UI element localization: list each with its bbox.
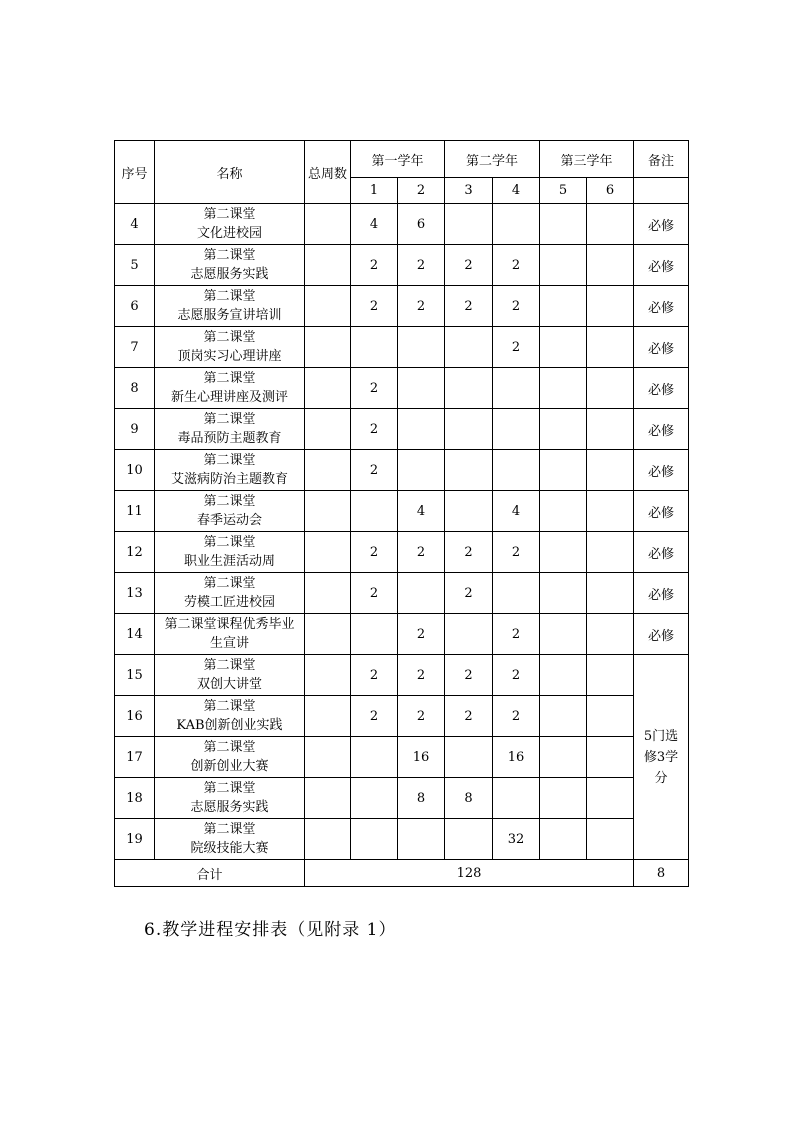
row-name-name-line2: 春季运动会: [196, 513, 262, 528]
header-term: 1: [351, 178, 398, 204]
row-seq: 4: [115, 204, 155, 245]
row-name: [155, 368, 305, 409]
row-term-t4: 2: [493, 696, 540, 737]
row-term-t4: [493, 368, 540, 409]
row-term-t2: 2: [398, 532, 445, 573]
row-term-t1: [351, 491, 398, 532]
row-remark: 必修: [634, 204, 689, 245]
header-term: 5: [540, 178, 587, 204]
row-term-t5: [540, 450, 587, 491]
header-term: 2: [398, 178, 445, 204]
row-term-t4: 2: [493, 245, 540, 286]
row-term-t5: [540, 737, 587, 778]
row-remark: 必修: [634, 491, 689, 532]
row-term-t1: [351, 819, 398, 860]
row-term-t5: [540, 327, 587, 368]
table-row: [115, 368, 689, 409]
row-term-t5: [540, 204, 587, 245]
table-row: [115, 737, 689, 778]
table-body: [115, 204, 689, 860]
row-total-weeks: [305, 368, 351, 409]
row-term-t4: 2: [493, 327, 540, 368]
table-row: [115, 450, 689, 491]
row-term-t5: [540, 491, 587, 532]
row-term-t6: [587, 696, 634, 737]
row-term-t1: 2: [351, 368, 398, 409]
row-term-t5: [540, 532, 587, 573]
row-term-t5: [540, 573, 587, 614]
row-name: [155, 778, 305, 819]
row-name-name-line2: 劳模工匠进校园: [183, 595, 275, 610]
row-term-t6: [587, 450, 634, 491]
row-name-name-line1: 第二课堂: [203, 289, 256, 304]
row-name-name-line2: 职业生涯活动周: [183, 554, 275, 569]
row-name: [155, 532, 305, 573]
row-term-t5: [540, 696, 587, 737]
row-term-t2: [398, 573, 445, 614]
row-name-name-line1: 第二课堂: [203, 494, 256, 509]
row-term-t1: 2: [351, 573, 398, 614]
elective-note: [634, 655, 689, 860]
row-remark: 必修: [634, 532, 689, 573]
row-name: [155, 409, 305, 450]
row-name-name-line1: 第二课堂: [203, 371, 256, 386]
row-name: [155, 655, 305, 696]
total-label: 合计: [115, 860, 305, 887]
header-seq: 序号: [115, 141, 155, 204]
row-total-weeks: [305, 286, 351, 327]
row-remark: 必修: [634, 327, 689, 368]
row-term-t2: 2: [398, 696, 445, 737]
row-term-t4: [493, 778, 540, 819]
row-term-t1: 2: [351, 532, 398, 573]
row-total-weeks: [305, 204, 351, 245]
row-name: [155, 327, 305, 368]
row-term-t2: 4: [398, 491, 445, 532]
row-term-t6: [587, 737, 634, 778]
row-term-t4: 32: [493, 819, 540, 860]
row-term-t5: [540, 245, 587, 286]
table-row: [115, 819, 689, 860]
row-term-t4: 2: [493, 286, 540, 327]
row-term-t5: [540, 655, 587, 696]
row-term-t2: 2: [398, 655, 445, 696]
row-total-weeks: [305, 327, 351, 368]
table-row: [115, 286, 689, 327]
header-remark: 备注: [634, 141, 689, 178]
row-name-name-line1: 第二课堂: [203, 699, 256, 714]
row-term-t6: [587, 368, 634, 409]
row-name: [155, 819, 305, 860]
row-term-t2: 2: [398, 614, 445, 655]
row-seq: 13: [115, 573, 155, 614]
row-term-t3: 8: [445, 778, 493, 819]
row-remark: 必修: [634, 409, 689, 450]
table-row: [115, 491, 689, 532]
header-term: 3: [445, 178, 493, 204]
row-seq: 8: [115, 368, 155, 409]
row-term-t3: [445, 409, 493, 450]
table-row: [115, 696, 689, 737]
row-term-t2: [398, 409, 445, 450]
row-term-t1: 2: [351, 409, 398, 450]
row-seq: 15: [115, 655, 155, 696]
row-name-name-line1: 第二课堂: [203, 207, 256, 222]
row-name: [155, 450, 305, 491]
row-term-t5: [540, 286, 587, 327]
row-term-t4: [493, 409, 540, 450]
row-remark: 必修: [634, 286, 689, 327]
row-name-name-line2: 生宣讲: [209, 636, 249, 651]
row-term-t2: 2: [398, 245, 445, 286]
row-term-t1: 4: [351, 204, 398, 245]
row-name-name-line1: 第二课堂: [203, 453, 256, 468]
row-term-t4: 16: [493, 737, 540, 778]
header-total-weeks: 总周数: [305, 141, 351, 204]
row-total-weeks: [305, 655, 351, 696]
row-name: [155, 737, 305, 778]
row-term-t6: [587, 614, 634, 655]
row-term-t6: [587, 245, 634, 286]
row-term-t2: [398, 450, 445, 491]
table-row: [115, 655, 689, 696]
row-term-t2: [398, 819, 445, 860]
row-name-name-line2: 顶岗实习心理讲座: [177, 349, 282, 364]
course-schedule-table: [114, 140, 689, 887]
row-term-t3: [445, 819, 493, 860]
row-name-name-line1: 第二课堂: [203, 822, 256, 837]
table-row: [115, 245, 689, 286]
row-term-t3: [445, 327, 493, 368]
row-name-name-line1: 第二课堂: [203, 658, 256, 673]
row-term-t5: [540, 409, 587, 450]
row-term-t5: [540, 819, 587, 860]
row-total-weeks: [305, 737, 351, 778]
row-seq: 17: [115, 737, 155, 778]
row-seq: 11: [115, 491, 155, 532]
row-term-t3: [445, 368, 493, 409]
row-name-name-line1: 第二课堂: [203, 248, 256, 263]
row-total-weeks: [305, 409, 351, 450]
row-name: [155, 204, 305, 245]
elective-note-line: 修3学: [643, 749, 679, 765]
row-seq: 18: [115, 778, 155, 819]
total-remark: 8: [634, 860, 689, 887]
row-remark: 必修: [634, 450, 689, 491]
row-name: [155, 286, 305, 327]
row-name-name-line2: 志愿服务宣讲培训: [177, 308, 282, 323]
row-term-t1: [351, 778, 398, 819]
header-remark-blank: [634, 178, 689, 204]
row-term-t3: 2: [445, 696, 493, 737]
row-term-t4: 4: [493, 491, 540, 532]
row-term-t2: 8: [398, 778, 445, 819]
row-term-t3: [445, 204, 493, 245]
row-name-name-line2: 艾滋病防治主题教育: [170, 472, 288, 487]
row-name-name-line1: 第二课堂: [203, 535, 256, 550]
row-term-t6: [587, 819, 634, 860]
row-term-t3: 2: [445, 655, 493, 696]
row-term-t6: [587, 532, 634, 573]
row-term-t6: [587, 655, 634, 696]
section-heading: 6.教学进程安排表（见附录 1）: [144, 920, 397, 940]
row-total-weeks: [305, 573, 351, 614]
row-name-name-line2: 志愿服务实践: [190, 800, 269, 815]
total-value: 128: [305, 860, 634, 887]
row-name-name-line2: 双创大讲堂: [196, 677, 262, 692]
row-total-weeks: [305, 696, 351, 737]
row-term-t3: 2: [445, 245, 493, 286]
row-term-t1: 2: [351, 245, 398, 286]
row-term-t5: [540, 368, 587, 409]
row-total-weeks: [305, 819, 351, 860]
row-term-t4: [493, 204, 540, 245]
row-name-name-line1: 第二课堂: [203, 781, 256, 796]
row-name: [155, 491, 305, 532]
row-term-t4: 2: [493, 532, 540, 573]
row-remark: 必修: [634, 245, 689, 286]
row-term-t2: 6: [398, 204, 445, 245]
header-term: 4: [493, 178, 540, 204]
row-name-name-line1: 第二课堂: [203, 412, 256, 427]
header-row-years: [115, 141, 689, 178]
row-remark: 必修: [634, 614, 689, 655]
row-name-name-line2: 文化进校园: [196, 226, 262, 241]
row-term-t6: [587, 204, 634, 245]
row-term-t3: 2: [445, 573, 493, 614]
elective-note-line: 5门选: [643, 728, 679, 744]
row-total-weeks: [305, 245, 351, 286]
row-term-t3: [445, 737, 493, 778]
row-seq: 14: [115, 614, 155, 655]
row-term-t1: 2: [351, 696, 398, 737]
row-name-name-line1: 第二课堂: [203, 330, 256, 345]
header-year2: 第二学年: [445, 141, 540, 178]
row-term-t6: [587, 327, 634, 368]
row-seq: 12: [115, 532, 155, 573]
row-seq: 7: [115, 327, 155, 368]
row-term-t1: 2: [351, 286, 398, 327]
row-name-name-line2: 新生心理讲座及测评: [170, 390, 288, 405]
row-name: [155, 573, 305, 614]
row-term-t4: 2: [493, 614, 540, 655]
row-name-name-line2: 院级技能大赛: [190, 841, 269, 856]
row-term-t1: [351, 327, 398, 368]
row-term-t1: [351, 737, 398, 778]
row-name-name-line1: 第二课堂: [203, 740, 256, 755]
row-term-t1: [351, 614, 398, 655]
row-name-name-line1: 第二课堂课程优秀毕业: [164, 617, 295, 632]
row-name-name-line2: 创新创业大赛: [190, 759, 269, 774]
row-remark: 必修: [634, 368, 689, 409]
row-name-name-line2: KAB创新创业实践: [176, 718, 283, 733]
row-total-weeks: [305, 450, 351, 491]
header-name: 名称: [155, 141, 305, 204]
table-row: [115, 573, 689, 614]
row-total-weeks: [305, 614, 351, 655]
row-name: [155, 614, 305, 655]
row-term-t3: 2: [445, 532, 493, 573]
row-name-name-line2: 志愿服务实践: [190, 267, 269, 282]
row-term-t1: 2: [351, 450, 398, 491]
row-term-t2: 16: [398, 737, 445, 778]
row-total-weeks: [305, 778, 351, 819]
elective-note-line: 分: [654, 770, 668, 786]
table-row: [115, 614, 689, 655]
row-total-weeks: [305, 532, 351, 573]
table-row: [115, 532, 689, 573]
table-row: [115, 204, 689, 245]
row-term-t3: 2: [445, 286, 493, 327]
header-term: 6: [587, 178, 634, 204]
row-term-t2: [398, 327, 445, 368]
row-seq: 6: [115, 286, 155, 327]
row-term-t5: [540, 614, 587, 655]
row-term-t4: [493, 573, 540, 614]
row-total-weeks: [305, 491, 351, 532]
row-term-t3: [445, 491, 493, 532]
row-name: [155, 696, 305, 737]
row-term-t6: [587, 286, 634, 327]
row-name: [155, 245, 305, 286]
row-term-t2: 2: [398, 286, 445, 327]
total-row: [115, 860, 689, 887]
row-term-t6: [587, 409, 634, 450]
row-name-name-line1: 第二课堂: [203, 576, 256, 591]
row-term-t2: [398, 368, 445, 409]
row-term-t4: 2: [493, 655, 540, 696]
row-term-t6: [587, 778, 634, 819]
row-seq: 5: [115, 245, 155, 286]
row-term-t3: [445, 450, 493, 491]
row-term-t5: [540, 778, 587, 819]
table-row: [115, 409, 689, 450]
table-row: [115, 327, 689, 368]
row-term-t1: 2: [351, 655, 398, 696]
header-year1: 第一学年: [351, 141, 445, 178]
row-term-t6: [587, 573, 634, 614]
row-remark: 必修: [634, 573, 689, 614]
table-row: [115, 778, 689, 819]
row-name-name-line2: 毒品预防主题教育: [177, 431, 282, 446]
row-seq: 10: [115, 450, 155, 491]
row-term-t6: [587, 491, 634, 532]
header-year3: 第三学年: [540, 141, 634, 178]
row-seq: 9: [115, 409, 155, 450]
row-term-t4: [493, 450, 540, 491]
row-seq: 16: [115, 696, 155, 737]
row-seq: 19: [115, 819, 155, 860]
row-term-t3: [445, 614, 493, 655]
